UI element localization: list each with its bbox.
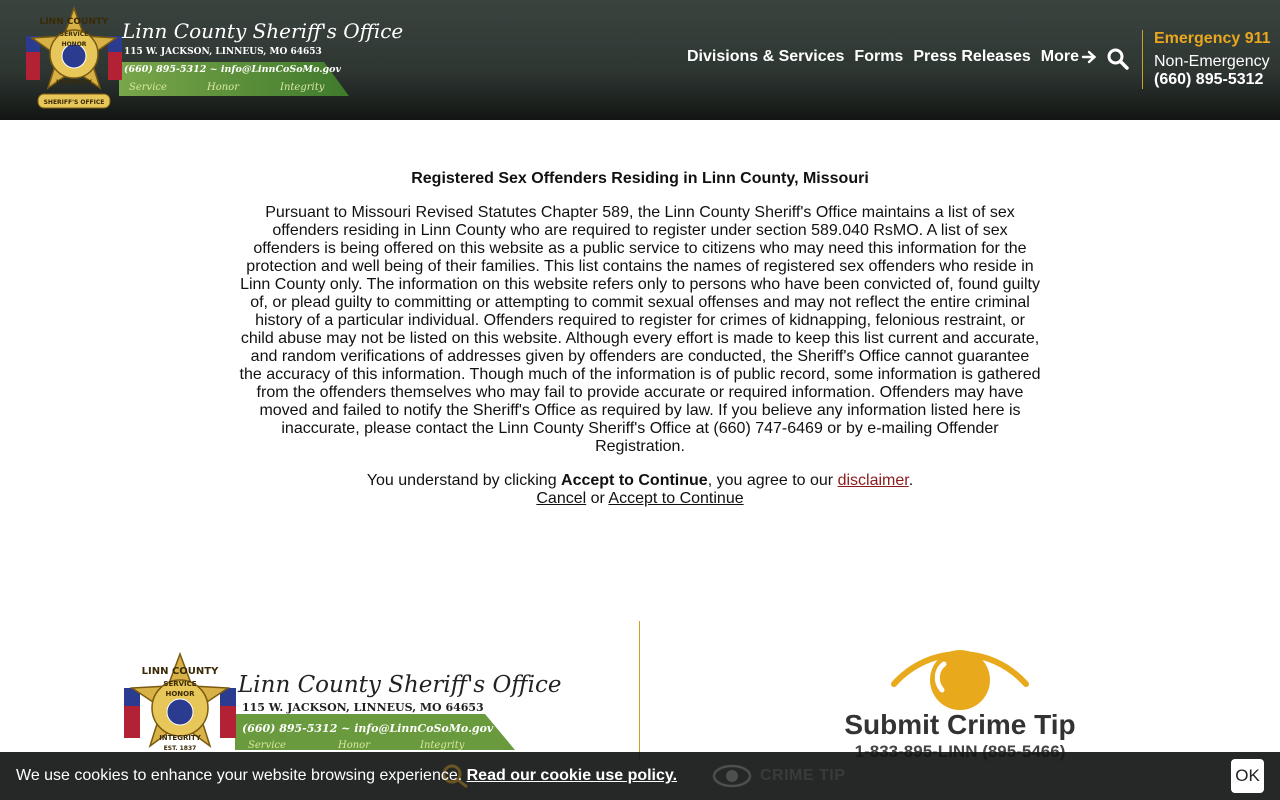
eye-icon[interactable]: [890, 650, 1030, 712]
footer-badge-word-2: HONOR: [165, 690, 195, 698]
footer-logo-name: Linn County Sheriff's Office: [238, 672, 562, 698]
footer-logo-contact: (660) 895-5312 ~ info@LinnCoSoMo.gov: [242, 722, 494, 735]
crime-tip-faded-label: CRIME TIP: [760, 767, 846, 784]
cancel-link[interactable]: Cancel: [536, 490, 587, 507]
cookie-message: [16, 767, 677, 785]
footer-logo-address: 115 W. JACKSON, LINNEUS, MO 64653: [242, 701, 484, 714]
site-header: [0, 0, 1280, 120]
emergency-label[interactable]: Emergency 911: [1154, 30, 1271, 47]
agree-bold: Accept to Continue: [561, 472, 708, 489]
badge-bottom-text: SHERIFF'S OFFICE: [43, 99, 105, 106]
page-title: Registered Sex Offenders Residing in Linn County, Missouri: [411, 170, 869, 187]
logo-name: Linn County Sheriff's Office: [122, 19, 404, 43]
main-nav: [687, 48, 1097, 66]
logo-contact: (660) 895-5312 ~ info@LinnCoSoMo.gov: [124, 64, 342, 75]
footer-badge-word-3: INTEGRITY: [159, 734, 201, 742]
logo-motto-1: Service: [129, 82, 167, 93]
footer-badge-bottom: EST. 1837: [163, 745, 197, 752]
submit-crime-tip-title[interactable]: Submit Crime Tip: [844, 709, 1076, 740]
badge-word-1: SERVICE: [59, 31, 89, 38]
cookie-banner: [0, 752, 1280, 800]
or-text: or: [586, 490, 609, 507]
disclaimer-link[interactable]: disclaimer: [837, 472, 909, 489]
footer-logo-motto-3: Integrity: [420, 740, 465, 751]
badge-word-2: HONOR: [61, 41, 87, 48]
sheriff-logo[interactable]: [24, 6, 404, 112]
footer-badge-word-1: SERVICE: [163, 680, 197, 688]
nav-forms[interactable]: Forms: [854, 48, 904, 65]
nav-divisions-services[interactable]: Divisions & Services: [687, 48, 845, 65]
cookie-policy-link[interactable]: Read our cookie use policy.: [466, 767, 678, 784]
cookie-message-text: We use cookies to enhance your website browsing experience.: [16, 767, 467, 784]
header-contact: [1142, 30, 1271, 89]
non-emergency-phone[interactable]: (660) 895-5312: [1154, 71, 1264, 88]
footer-logo-motto-2: Honor: [338, 740, 370, 751]
search-icon[interactable]: [1106, 47, 1130, 71]
nav-more[interactable]: [1041, 48, 1097, 66]
logo-motto-2: Honor: [207, 82, 239, 93]
footer-divider: [639, 621, 640, 761]
main-content: [238, 170, 1042, 508]
badge-word-3: INTEGRITY: [56, 79, 92, 86]
footer-badge-top: LINN COUNTY: [141, 666, 219, 677]
nav-more-label: More: [1040, 48, 1079, 65]
agree-line: [238, 472, 1042, 490]
agree-prefix: You understand by clicking: [366, 472, 562, 489]
logo-motto-3: Integrity: [280, 82, 325, 93]
agree-middle: , you agree to our: [707, 472, 838, 489]
arrow-right-icon: [1082, 50, 1097, 64]
eye-icon-faded: [712, 764, 752, 788]
badge-top-text: LINN COUNTY: [39, 17, 109, 27]
action-links: [238, 490, 1042, 508]
agree-end: .: [908, 472, 914, 489]
nav-press-releases[interactable]: Press Releases: [913, 48, 1031, 65]
notice-text: Pursuant to Missouri Revised Statutes Chapter 589, the Linn County Sheriff's Office maintains a list of sex offenders residing in Linn County who are required to register under section 589.040 RsMO. A list of sex offenders is being offered on this website as a public service to citizens who may need this information for the protection and well being of their families. This list contains the names of registered sex offenders who reside in Linn County only. The information on this website refers only to persons who have been convicted of, found guilty of, or plead guilty to committing or attempting to commit sexual offenses and may not reflect the entire criminal history of a particular individual. Offenders required to register for crimes of kidnapping, felonious restraint, or child abuse may not be listed on this website. Although every effort is made to keep this list current and accurate, and random verifications of addresses given by offenders are conducted, the Sheriff's Office cannot guarantee the accuracy of this information. Though much of the information is of public record, some information is gathered from the offenders themselves who may fail to provide accurate or required information. Offenders may have moved and failed to notify the Sheriff's Office as required by law. If you believe any information listed here is inaccurate, please contact the Linn County Sheriff's Office at (660) 747-6469 or by e-mailing Offender Registration.: [239, 204, 1041, 455]
logo-address: 115 W. JACKSON, LINNEUS, MO 64653: [124, 47, 322, 57]
accept-continue-link[interactable]: Accept to Continue: [608, 490, 744, 507]
non-emergency-label: Non-Emergency: [1154, 53, 1270, 70]
footer-logo-motto-1: Service: [248, 740, 286, 751]
footer-sheriff-logo[interactable]: [120, 650, 562, 760]
cookie-ok-button[interactable]: OK: [1231, 759, 1264, 793]
